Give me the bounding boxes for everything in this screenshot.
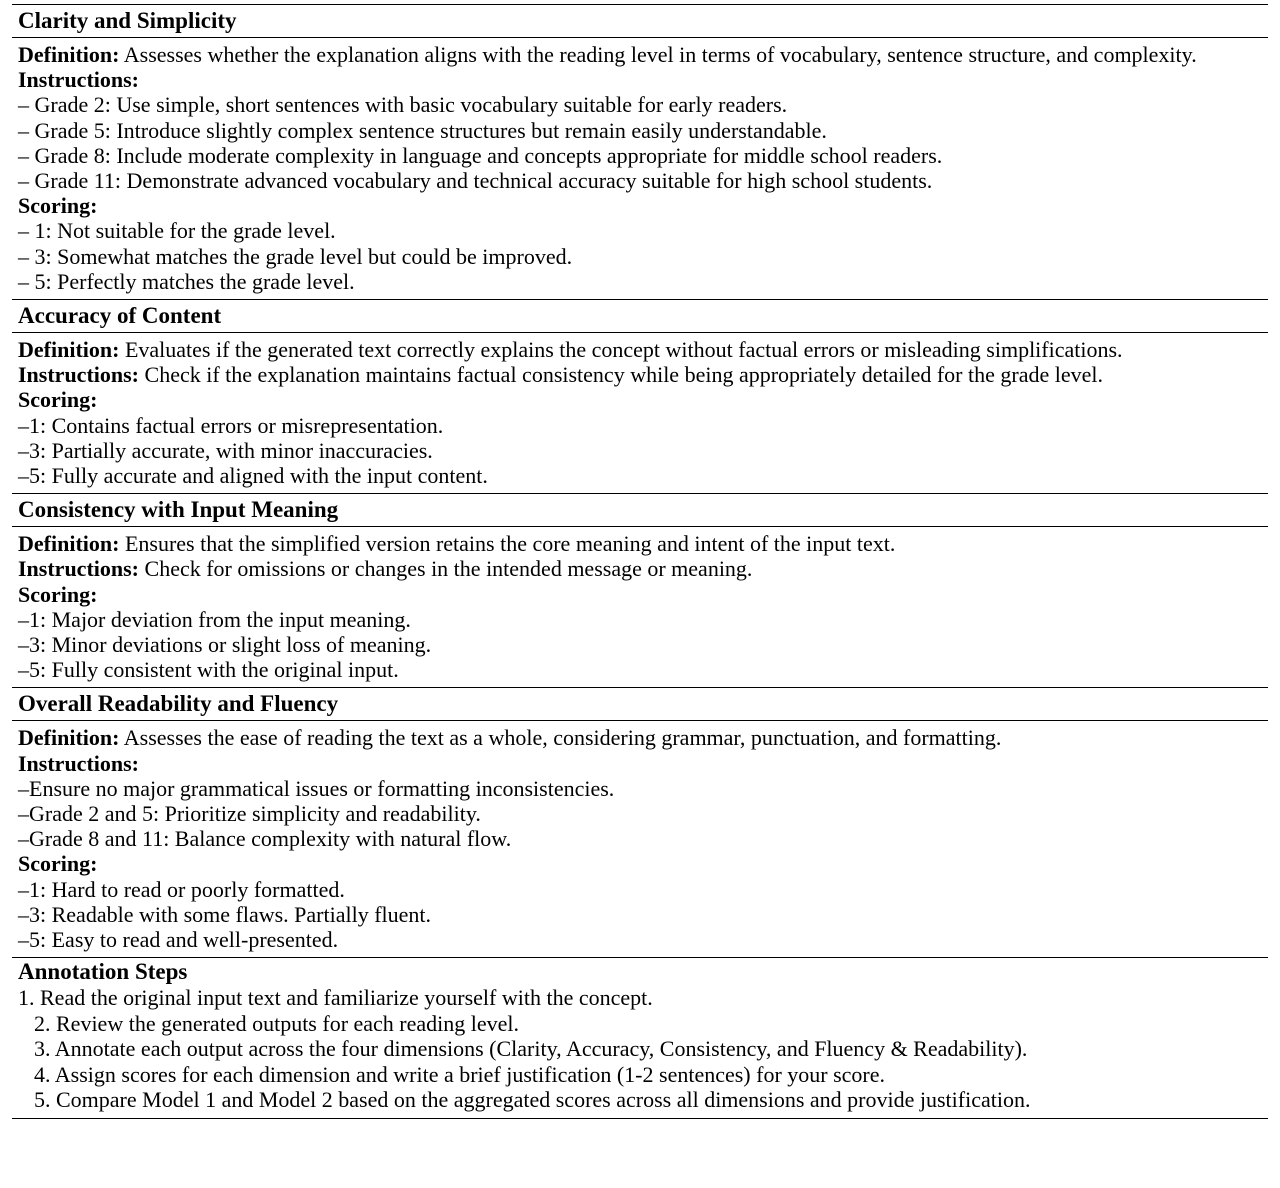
- section-body-clarity: [12, 38, 1268, 299]
- scoring-item: – 1: Not suitable for the grade level.: [18, 218, 336, 244]
- definition-line: [18, 725, 1262, 750]
- instruction-item: – Grade 5: Introduce slightly complex sentence structures but remain easily understandable.: [18, 117, 827, 143]
- annotation-title: Annotation Steps: [18, 959, 188, 985]
- instructions-label: Instructions:: [18, 67, 140, 93]
- instructions-label: Instructions:: [18, 362, 140, 388]
- annotation-step: 3. Annotate each output across the four dimensions (Clarity, Accuracy, Consistency, and Fluency & Readability).: [34, 1036, 1028, 1062]
- definition-text: Evaluates if the generated text correctly explains the concept without factual errors or misleading simplifications.: [119, 337, 1123, 363]
- scoring-item: – 3: Somewhat matches the grade level but could be improved.: [18, 243, 573, 269]
- instruction-item: – Grade 8: Include moderate complexity in language and concepts appropriate for middle school readers.: [18, 142, 943, 168]
- definition-text: Assesses whether the explanation aligns with the reading level in terms of vocabulary, sentence structure, and complexity.: [119, 42, 1197, 67]
- instructions-label: Instructions:: [18, 556, 140, 582]
- annotation-steps: [12, 958, 1268, 1118]
- annotation-step: 2. Review the generated outputs for each reading level.: [34, 1010, 520, 1036]
- scoring-item: –5: Fully consistent with the original input.: [18, 657, 399, 683]
- section-title-consistency: Consistency with Input Meaning: [18, 497, 339, 523]
- section-title-readability: Overall Readability and Fluency: [18, 691, 339, 717]
- scoring-item: –3: Partially accurate, with minor inaccuracies.: [18, 437, 433, 463]
- rubric-table: [12, 0, 1268, 1119]
- instructions-text: Check for omissions or changes in the intended message or meaning.: [139, 556, 753, 582]
- scoring-label: Scoring:: [18, 851, 98, 877]
- section-title-accuracy: Accuracy of Content: [18, 303, 222, 329]
- definition-label: Definition:: [18, 42, 120, 67]
- instruction-item: – Grade 11: Demonstrate advanced vocabulary and technical accuracy suitable for high school students.: [18, 168, 933, 194]
- definition-line: [18, 337, 1262, 362]
- definition-text: Assesses the ease of reading the text as a whole, considering grammar, punctuation, and formatting.: [119, 725, 1002, 751]
- section-title-clarity: Clarity and Simplicity: [18, 8, 237, 33]
- instructions-text: Check if the explanation maintains factual consistency while being appropriately detailed for the grade level.: [139, 362, 1103, 388]
- section-body-readability: [12, 721, 1268, 957]
- scoring-item: – 5: Perfectly matches the grade level.: [18, 268, 355, 294]
- scoring-label: Scoring:: [18, 581, 98, 607]
- annotation-step: 4. Assign scores for each dimension and write a brief justification (1-2 sentences) for your score.: [34, 1061, 886, 1087]
- scoring-label: Scoring:: [18, 193, 98, 219]
- instruction-item: –Ensure no major grammatical issues or formatting inconsistencies.: [18, 775, 615, 801]
- scoring-item: –3: Readable with some flaws. Partially fluent.: [18, 901, 432, 927]
- table-bottom-rule: [12, 1118, 1268, 1119]
- scoring-item: –1: Major deviation from the input meaning.: [18, 606, 411, 632]
- instructions-line: [18, 556, 1262, 581]
- definition-text: Ensures that the simplified version retains the core meaning and intent of the input text.: [119, 531, 896, 557]
- instruction-item: –Grade 2 and 5: Prioritize simplicity and readability.: [18, 801, 481, 827]
- instructions-label: Instructions:: [18, 750, 140, 776]
- definition-line: [18, 42, 1262, 67]
- scoring-item: –5: Fully accurate and aligned with the input content.: [18, 463, 488, 489]
- annotation-step: 1. Read the original input text and familiarize yourself with the concept.: [18, 985, 653, 1011]
- scoring-label: Scoring:: [18, 387, 98, 413]
- definition-label: Definition:: [18, 337, 120, 363]
- annotation-step: 5. Compare Model 1 and Model 2 based on the aggregated scores across all dimensions and provide justification.: [34, 1087, 1031, 1113]
- instructions-line: [18, 362, 1262, 387]
- scoring-item: –1: Contains factual errors or misrepresentation.: [18, 412, 444, 438]
- instruction-item: – Grade 2: Use simple, short sentences with basic vocabulary suitable for early readers.: [18, 92, 788, 118]
- scoring-item: –3: Minor deviations or slight loss of meaning.: [18, 632, 432, 658]
- scoring-item: –5: Easy to read and well-presented.: [18, 927, 339, 953]
- scoring-item: –1: Hard to read or poorly formatted.: [18, 876, 345, 902]
- section-body-consistency: [12, 527, 1268, 687]
- instruction-item: –Grade 8 and 11: Balance complexity with natural flow.: [18, 826, 512, 852]
- definition-label: Definition:: [18, 725, 120, 751]
- section-body-accuracy: [12, 333, 1268, 493]
- definition-line: [18, 531, 1262, 556]
- definition-label: Definition:: [18, 531, 120, 557]
